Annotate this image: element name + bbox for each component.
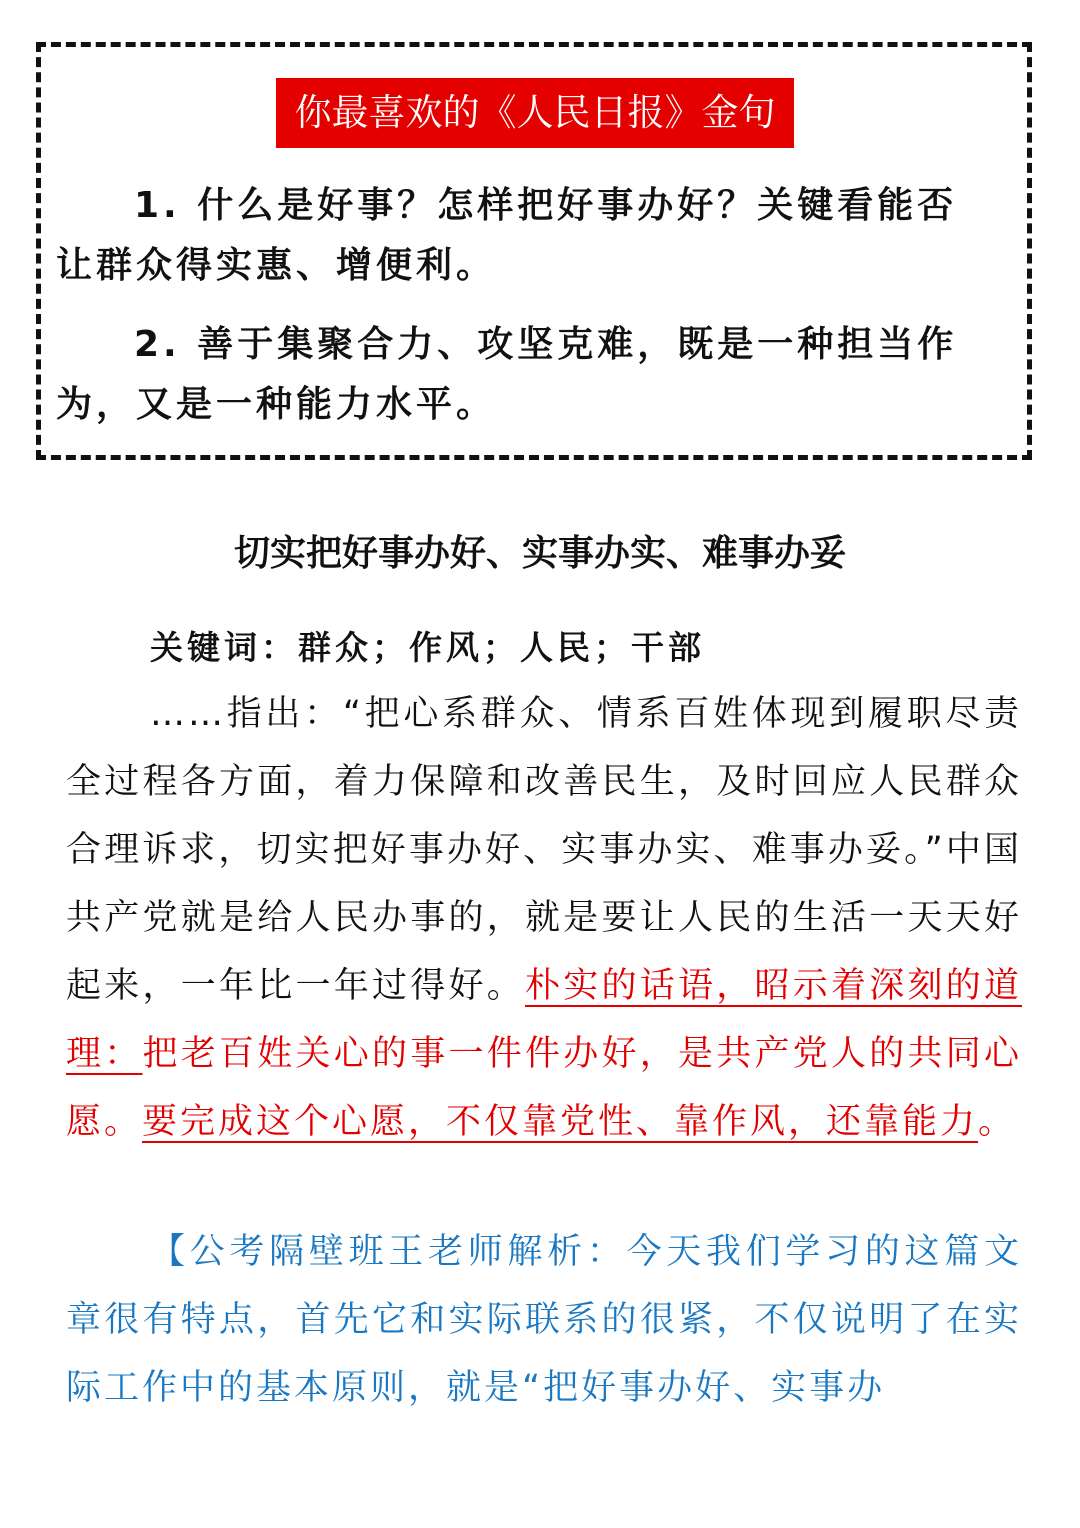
highlight-text: 把老百姓关心的事一件件办好，是共产党人的共同心愿。 [66,1034,1022,1142]
highlight-underlined-text: 要完成这个心愿，不仅靠党性、靠作风，还靠能力 [142,1102,979,1142]
article-keywords: 关键词：群众；作风；人民；干部 [150,628,705,667]
body-lead-text: ……指出：“把心系群众、情系百姓体现到履职尽责全过程各方面，着力保障和改善民生，及时回应人民群众合理诉求，切实把好事办好、实事办实、难事办妥。”中国共产党就是给人民办事的，就是要让人民的生活一天天好起来，一年比一年过得好。 [66,694,1022,1006]
article-title: 切实把好事办好、实事办实、难事办妥 [233,532,846,574]
quote-item: 2. 善于集聚合力、攻坚克难，既是一种担当作为，又是一种能力水平。 [56,324,958,425]
teacher-analysis: 【公考隔壁班王老师解析：今天我们学习的这篇文章很有特点，首先它和实际联系的很紧，不仅说明了在实际工作中的基本原则，就是“把好事办好、实事办 [66,1232,1022,1408]
highlight-text: 。 [978,1102,1017,1142]
quote-card-title: 你最喜欢的《人民日报》金句 [276,78,794,148]
highlight-underlined-text: 朴实的话语，昭示着深刻的道理： [66,966,1022,1074]
article-body [66,680,1022,1156]
quote-item: 1. 什么是好事？怎样把好事办好？关键看能否让群众得实惠、增便利。 [56,185,958,286]
